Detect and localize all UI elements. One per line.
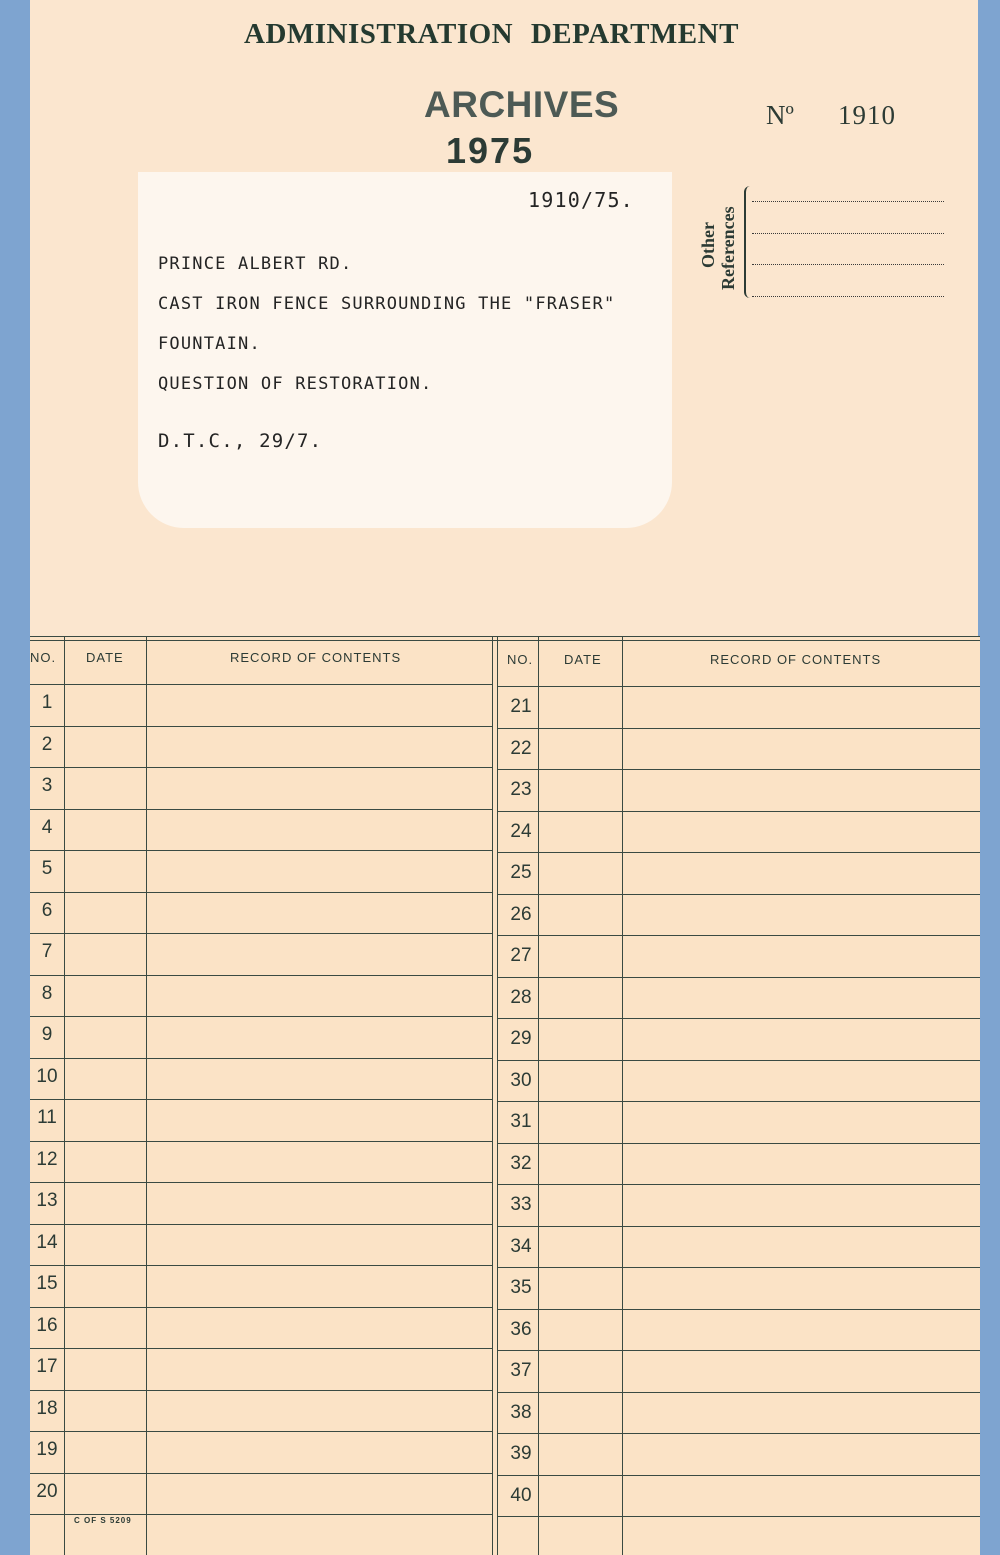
ledger-top-rule — [30, 636, 980, 637]
right-row-rule — [497, 811, 980, 812]
right-contents-cell[interactable] — [624, 1145, 978, 1183]
right-row-number: 23 — [510, 779, 532, 800]
right-date-cell[interactable] — [540, 1435, 620, 1473]
record-of-contents-ledger — [30, 636, 980, 1555]
right-row-rule — [497, 894, 980, 895]
left-row-number: 5 — [41, 858, 53, 879]
left-date-cell[interactable] — [66, 894, 144, 932]
right-row-number: 33 — [510, 1194, 532, 1215]
other-reference-line[interactable] — [752, 264, 944, 265]
right-date-cell[interactable] — [540, 979, 620, 1017]
left-contents-cell[interactable] — [148, 769, 490, 807]
right-row-number: 29 — [510, 1028, 532, 1049]
left-row-number: 15 — [36, 1273, 58, 1294]
left-row-rule — [30, 1431, 492, 1432]
left-row-number: 18 — [36, 1397, 58, 1419]
left-row-number: 9 — [41, 1024, 53, 1045]
right-row-number: 25 — [510, 862, 532, 883]
left-contents-cell[interactable] — [148, 1433, 490, 1471]
left-date-cell[interactable] — [66, 1267, 144, 1305]
right-row-rule — [497, 1350, 980, 1351]
right-row-number: 32 — [510, 1152, 532, 1174]
left-row-rule — [30, 1224, 492, 1225]
left-contents-cell[interactable] — [148, 1226, 490, 1264]
right-row-rule — [497, 1309, 980, 1310]
right-row-rule — [497, 1060, 980, 1061]
right-date-cell[interactable] — [540, 1145, 620, 1183]
left-contents-cell[interactable] — [148, 1018, 490, 1056]
left-col-divider — [146, 636, 147, 1555]
right-row-rule — [497, 1267, 980, 1268]
right-date-cell[interactable] — [540, 1228, 620, 1266]
right-row-number: 36 — [510, 1318, 532, 1340]
left-date-cell[interactable] — [66, 686, 144, 724]
left-date-cell[interactable] — [66, 1309, 144, 1347]
left-contents-cell[interactable] — [148, 686, 490, 724]
right-contents-cell[interactable] — [624, 1435, 978, 1473]
right-date-cell[interactable] — [540, 896, 620, 934]
left-contents-cell[interactable] — [148, 1267, 490, 1305]
left-contents-cell[interactable] — [148, 1309, 490, 1347]
right-contents-cell[interactable] — [624, 1186, 978, 1224]
right-row-rule — [497, 1392, 980, 1393]
left-contents-cell[interactable] — [148, 1143, 490, 1181]
department-title: ADMINISTRATION DEPARTMENT — [244, 18, 739, 50]
right-row-number: 27 — [510, 945, 532, 966]
right-date-cell[interactable] — [540, 1186, 620, 1224]
right-row-rule — [497, 1516, 980, 1517]
other-references-label — [694, 188, 744, 300]
right-contents-cell[interactable] — [624, 1477, 978, 1515]
left-row-number: 16 — [36, 1314, 58, 1336]
right-contents-cell[interactable] — [624, 730, 978, 768]
right-row-rule — [497, 1101, 980, 1102]
right-row-number: 24 — [510, 820, 532, 842]
right-contents-cell[interactable] — [624, 813, 978, 851]
left-contents-cell[interactable] — [148, 1184, 490, 1222]
right-row-number: 38 — [510, 1401, 532, 1423]
left-row-rule — [30, 1265, 492, 1266]
label-line: FOUNTAIN. — [158, 334, 261, 354]
left-contents-cell[interactable] — [148, 811, 490, 849]
right-row-number: 30 — [510, 1069, 532, 1091]
right-row-rule — [497, 1143, 980, 1144]
right-row-number: 34 — [510, 1235, 532, 1257]
right-row-number: 21 — [510, 696, 532, 717]
right-row-number: 37 — [510, 1360, 532, 1381]
right-date-cell[interactable] — [540, 854, 620, 892]
left-date-cell[interactable] — [66, 769, 144, 807]
left-row-rule — [30, 767, 492, 768]
left-row-number: 14 — [36, 1231, 58, 1253]
right-contents-cell[interactable] — [624, 854, 978, 892]
center-divider — [492, 636, 493, 1555]
left-row-rule — [30, 1307, 492, 1308]
left-date-cell[interactable] — [66, 1184, 144, 1222]
right-row-number: 35 — [510, 1277, 532, 1298]
right-date-cell[interactable] — [540, 1311, 620, 1349]
archives-stamp-title: ARCHIVES — [424, 84, 620, 125]
left-row-rule — [30, 1390, 492, 1391]
right-contents-cell[interactable] — [624, 1103, 978, 1141]
right-contents-cell[interactable] — [624, 1020, 978, 1058]
ledger-top-rule — [30, 640, 980, 641]
right-header-no: NO. — [507, 652, 534, 667]
file-number-label: Nº — [766, 100, 794, 130]
left-row-number: 1 — [41, 692, 53, 713]
right-col-divider — [622, 636, 623, 1555]
label-line: CAST IRON FENCE SURROUNDING THE "FRASER" — [158, 294, 616, 314]
left-row-number: 20 — [36, 1480, 58, 1502]
right-date-cell[interactable] — [540, 1352, 620, 1390]
right-row-number: 39 — [510, 1443, 532, 1464]
right-row-number: 22 — [510, 737, 532, 759]
left-row-number: 13 — [36, 1190, 58, 1211]
right-row-rule — [497, 1018, 980, 1019]
other-references-label-line1: Other — [698, 222, 718, 268]
right-row-rule — [497, 935, 980, 936]
right-row-rule — [497, 1433, 980, 1434]
left-row-number: 7 — [41, 941, 53, 962]
right-date-cell[interactable] — [540, 1394, 620, 1432]
left-row-rule — [30, 1514, 492, 1515]
right-row-rule — [497, 1475, 980, 1476]
left-row-rule — [30, 1016, 492, 1017]
left-date-cell[interactable] — [66, 852, 144, 890]
right-date-cell[interactable] — [540, 771, 620, 809]
printer-imprint: C OF S 5209 — [74, 1516, 132, 1525]
right-date-cell[interactable] — [540, 813, 620, 851]
right-contents-cell[interactable] — [624, 1394, 978, 1432]
right-header-contents: RECORD OF CONTENTS — [710, 652, 882, 667]
left-row-number: 8 — [41, 982, 53, 1004]
left-contents-cell[interactable] — [148, 1101, 490, 1139]
left-row-number: 12 — [36, 1148, 58, 1170]
left-date-cell[interactable] — [66, 1392, 144, 1430]
left-date-cell[interactable] — [66, 1101, 144, 1139]
left-header-rule — [30, 684, 492, 685]
right-contents-cell[interactable] — [624, 1311, 978, 1349]
left-row-rule — [30, 933, 492, 934]
left-date-cell[interactable] — [66, 1350, 144, 1388]
right-header-date: DATE — [564, 652, 602, 667]
left-contents-cell[interactable] — [148, 1060, 490, 1098]
right-contents-cell[interactable] — [624, 979, 978, 1017]
left-contents-cell[interactable] — [148, 1350, 490, 1388]
archives-stamp-year: 1975 — [446, 130, 535, 171]
center-divider — [497, 636, 498, 1555]
left-date-cell[interactable] — [66, 1018, 144, 1056]
right-row-rule — [497, 852, 980, 853]
right-row-rule — [497, 977, 980, 978]
left-contents-cell[interactable] — [148, 977, 490, 1015]
right-row-rule — [497, 1184, 980, 1185]
other-reference-line[interactable] — [752, 233, 944, 234]
left-date-cell[interactable] — [66, 1143, 144, 1181]
left-row-number: 6 — [41, 899, 53, 921]
left-row-rule — [30, 1099, 492, 1100]
left-contents-cell[interactable] — [148, 728, 490, 766]
right-row-rule — [497, 728, 980, 729]
left-row-rule — [30, 1348, 492, 1349]
left-contents-cell[interactable] — [148, 1475, 490, 1513]
left-row-number: 11 — [37, 1107, 57, 1128]
left-row-number: 19 — [36, 1439, 58, 1460]
right-date-cell[interactable] — [540, 1269, 620, 1307]
right-date-cell[interactable] — [540, 730, 620, 768]
right-contents-cell[interactable] — [624, 1228, 978, 1266]
left-date-cell[interactable] — [66, 1060, 144, 1098]
other-references-brace — [744, 186, 754, 298]
left-row-rule — [30, 1182, 492, 1183]
right-date-cell[interactable] — [540, 937, 620, 975]
right-date-cell[interactable] — [540, 1062, 620, 1100]
left-row-number: 2 — [41, 733, 53, 755]
left-row-rule — [30, 892, 492, 893]
right-date-cell[interactable] — [540, 1020, 620, 1058]
other-reference-line[interactable] — [752, 296, 944, 297]
right-date-cell[interactable] — [540, 1477, 620, 1515]
left-header-contents: RECORD OF CONTENTS — [230, 650, 402, 665]
left-row-rule — [30, 1473, 492, 1474]
left-row-rule — [30, 809, 492, 810]
left-contents-cell[interactable] — [148, 894, 490, 932]
right-row-number: 28 — [510, 986, 532, 1008]
left-date-cell[interactable] — [66, 1433, 144, 1471]
label-line: PRINCE ALBERT RD. — [158, 254, 353, 274]
right-row-rule — [497, 1226, 980, 1227]
label-line: QUESTION OF RESTORATION. — [158, 374, 433, 394]
left-contents-cell[interactable] — [148, 1392, 490, 1430]
left-row-number: 3 — [41, 775, 53, 796]
right-contents-cell[interactable] — [624, 1062, 978, 1100]
left-date-cell[interactable] — [66, 977, 144, 1015]
left-header-no: NO. — [30, 650, 57, 665]
right-date-cell[interactable] — [540, 1103, 620, 1141]
other-references-label-line2: References — [718, 206, 738, 290]
left-date-cell[interactable] — [66, 1475, 144, 1513]
right-col-divider — [538, 636, 539, 1555]
left-col-divider — [64, 636, 65, 1555]
right-row-number: 26 — [510, 903, 532, 925]
left-date-cell[interactable] — [66, 811, 144, 849]
right-row-number: 31 — [510, 1111, 532, 1132]
left-row-rule — [30, 1141, 492, 1142]
right-row-number: 40 — [510, 1484, 532, 1506]
right-date-cell[interactable] — [540, 688, 620, 726]
label-reference: 1910/75. — [528, 188, 634, 212]
file-number-value: 1910 — [838, 100, 896, 130]
left-row-number: 4 — [41, 816, 53, 838]
left-date-cell[interactable] — [66, 935, 144, 973]
label-footer: D.T.C., 29/7. — [158, 430, 323, 452]
other-reference-line[interactable] — [752, 201, 944, 202]
left-row-rule — [30, 1058, 492, 1059]
right-contents-cell[interactable] — [624, 688, 978, 726]
right-row-rule — [497, 769, 980, 770]
right-contents-cell[interactable] — [624, 937, 978, 975]
left-date-cell[interactable] — [66, 728, 144, 766]
right-contents-cell[interactable] — [624, 896, 978, 934]
right-contents-cell[interactable] — [624, 1269, 978, 1307]
file-label-card — [138, 172, 672, 528]
left-row-rule — [30, 726, 492, 727]
left-row-rule — [30, 975, 492, 976]
right-header-rule — [497, 686, 980, 687]
left-row-number: 17 — [36, 1356, 58, 1377]
left-date-cell[interactable] — [66, 1226, 144, 1264]
right-contents-cell[interactable] — [624, 771, 978, 809]
right-contents-cell[interactable] — [624, 1352, 978, 1390]
left-row-rule — [30, 850, 492, 851]
left-header-date: DATE — [86, 650, 124, 665]
left-contents-cell[interactable] — [148, 852, 490, 890]
left-row-number: 10 — [36, 1065, 58, 1087]
left-contents-cell[interactable] — [148, 935, 490, 973]
